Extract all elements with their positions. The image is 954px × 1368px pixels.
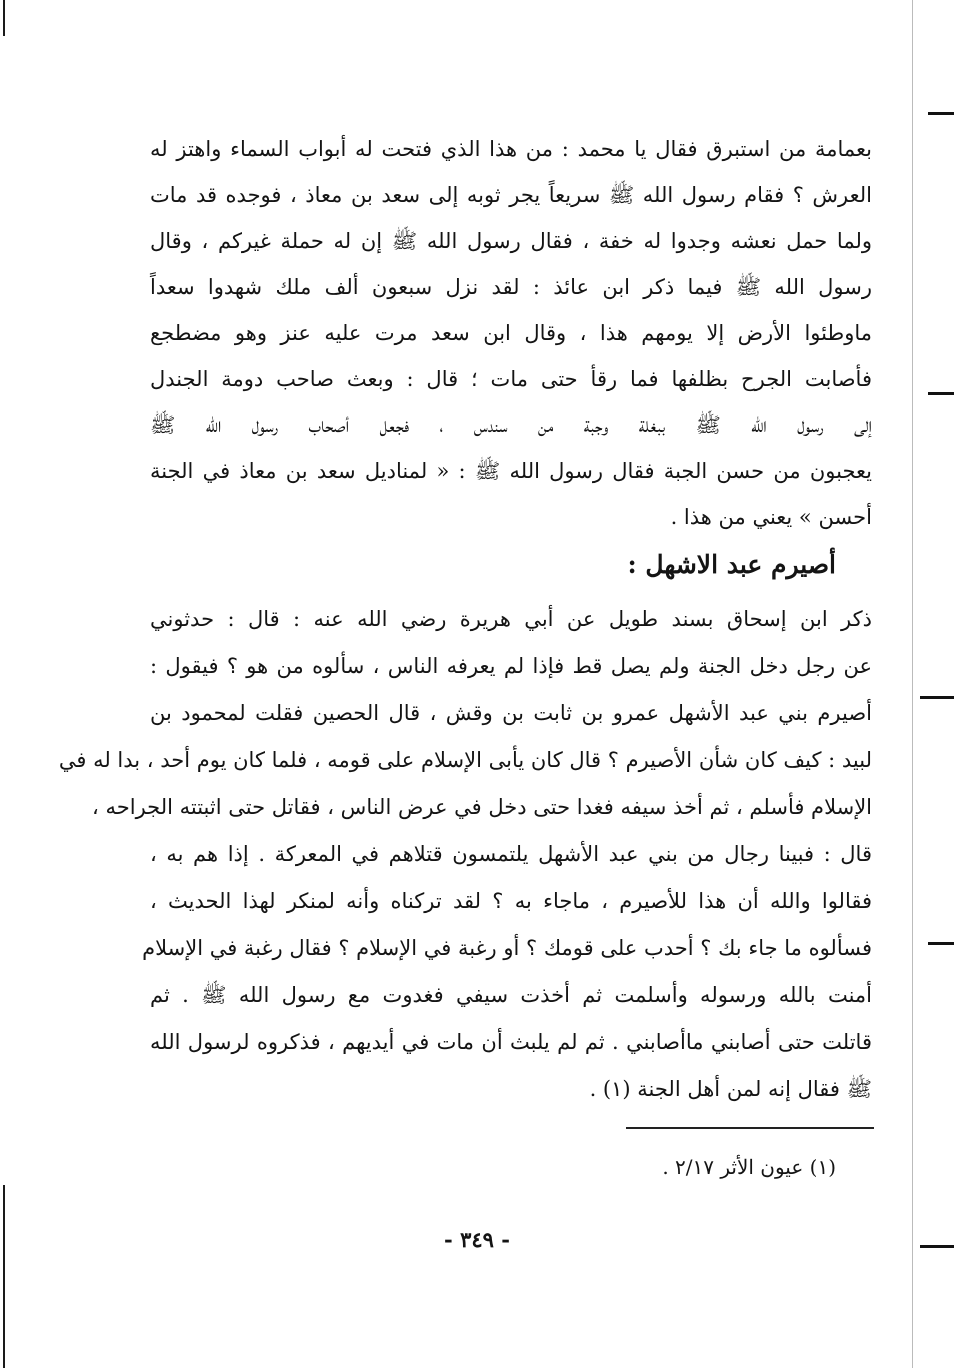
- margin-mark-1: [928, 112, 954, 115]
- text-line: فقالوا والله أن هذا للأصيرم ، ماجاء به ؟ لقد تركناه وأنه لمنكر لهذا الحديث ،: [150, 889, 872, 913]
- scan-edge-right: [912, 0, 913, 1368]
- text-line: فأصابت الجرح بظلفها فما رقأ حتى مات ؛ قال : وبعث صاحب دومة الجندل: [150, 367, 872, 391]
- paragraph-saad-ibn-muadh: [150, 126, 872, 540]
- section-heading: أصيرم عبد الاشهل :: [627, 550, 836, 579]
- text-line: العرش ؟ فقام رسول الله ﷺ سريعاً يجر ثوبه إلى سعد بن معاذ ، فوجده قد مات: [150, 183, 872, 207]
- scan-edge-top-left: [3, 0, 5, 36]
- page-number: - ٣٤٩ -: [444, 1227, 510, 1252]
- text-line: لبيد : كيف كان شأن الأصيرم ؟ قال كان يأبى الإسلام على قومه ، فلما كان يوم أحد ، بدا له في: [58, 748, 872, 772]
- text-line: عن رجل دخل الجنة ولم يصل قط فإذا لم يعرفه الناس ، سألوه من هو ؟ فيقول :: [150, 654, 872, 678]
- text-line: قال : فبينا رجال من بني عبد الأشهل يلتمسون قتلاهم في المعركة . إذا هم به ،: [150, 842, 872, 866]
- text-line: إلى رسول الله ﷺ ببغلة وجبة من سندس ، فجعل أصحاب رسول الله ﷺ: [150, 413, 872, 437]
- text-line: أحسن » يعني من هذا .: [670, 505, 872, 529]
- text-line: الإسلام فأسلم ، ثم أخذ سيفه فغدا حتى دخل في عرض الناس ، فقاتل حتى اثبتته الجراحه ،: [92, 795, 872, 819]
- text-line: أصيرم بني عبد الأشهل عمرو بن ثابت بن وقش ، قال الحصين فقلت لمحمود بن: [150, 701, 872, 725]
- text-line: رسول الله ﷺ فيما ذكر ابن عائذ : لقد نزل سبعون ألف ملك شهدوا سعداً: [150, 275, 872, 299]
- margin-mark-3: [920, 696, 954, 699]
- paragraph-usairim: [58, 596, 872, 1113]
- text-line: ولما حمل نعشه وجدوا له خفة ، فقال رسول الله ﷺ إن له حملة غيركم ، وقال: [150, 229, 872, 253]
- text-line: ذكر ابن إسحاق بسند طويل عن أبي هريرة رضي الله عنه : قال : حدثوني: [150, 607, 872, 631]
- margin-mark-4: [928, 942, 954, 945]
- text-line: أمنت بالله ورسوله وأسلمت ثم أخذت سيفي فغدوت مع رسول الله ﷺ . ثم: [150, 983, 872, 1007]
- margin-mark-2: [928, 392, 954, 395]
- text-line: قاتلت حتى أصابني ماأصابني . ثم لم يلبث أن مات في أيديهم ، فذكروه لرسول الله: [150, 1030, 872, 1054]
- text-line: بعمامة من استبرق فقال يا محمد : من هذا الذي فتحت له أبواب السماء واهتز له: [150, 137, 872, 161]
- margin-mark-5: [920, 1245, 954, 1248]
- text-line: ماوطئوا الأرض إلا يومهم هذا ، وقال ابن سعد مرت عليه عنز وهو مضطجع: [150, 321, 872, 345]
- footnote-divider: [626, 1127, 874, 1129]
- text-line: يعجبون من حسن الجبة فقال رسول الله ﷺ : « لمناديل سعد بن معاذ في الجنة: [150, 459, 872, 483]
- scan-edge-bottom-left: [3, 1185, 5, 1368]
- text-line: فسألوه ما جاء بك ؟ أحدب على قومك ؟ أو رغبة في الإسلام ؟ فقال رغبة في الإسلام: [142, 936, 872, 960]
- text-line: ﷺ فقال إنه لمن أهل الجنة (١) .: [589, 1077, 872, 1101]
- footnote: (١) عيون الأثر ٢/١٧ .: [662, 1155, 836, 1179]
